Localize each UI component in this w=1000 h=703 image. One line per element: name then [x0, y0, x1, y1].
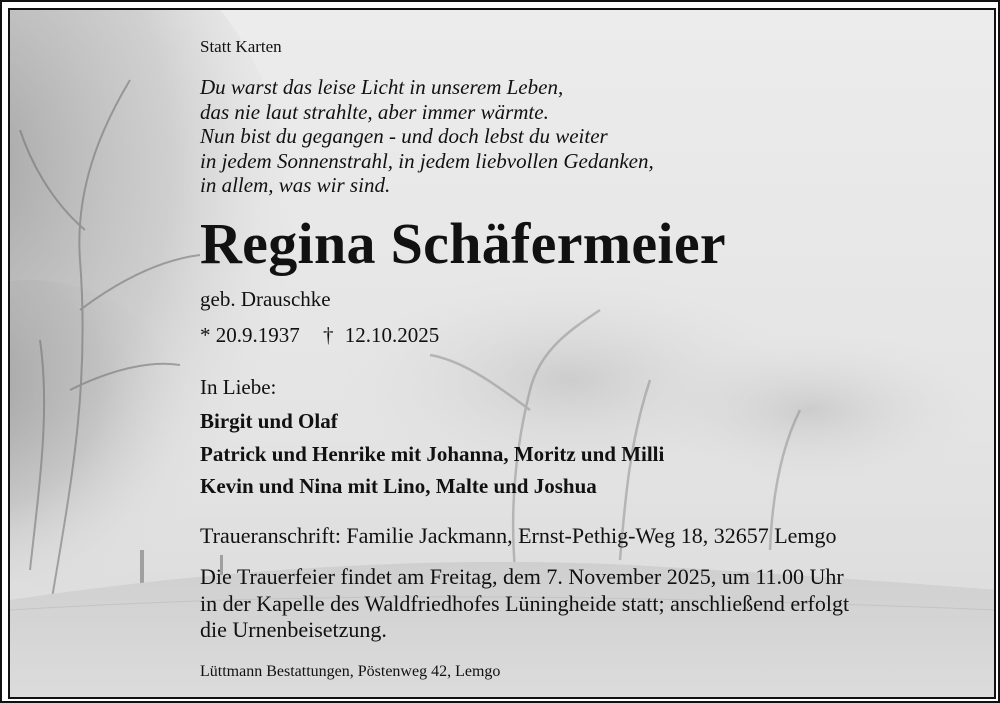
deceased-name: Regina Schäfermeier — [200, 211, 726, 276]
poem-line: in allem, was wir sind. — [200, 173, 391, 197]
poem-line: Nun bist du gegangen - und doch lebst du weiter — [200, 124, 608, 148]
mourners-list — [200, 405, 664, 503]
funeral-home-footer: Lüttmann Bestattungen, Pöstenweg 42, Lemgo — [200, 663, 501, 680]
poem-line: in jedem Sonnenstrahl, in jedem liebvollen Gedanken, — [200, 148, 654, 173]
maiden-name: geb. Drauschke — [200, 287, 331, 311]
mourner-line: Birgit und Olaf — [200, 409, 338, 433]
poem-line: das nie laut strahlte, aber immer wärmte. — [200, 99, 549, 124]
intro-in-liebe: In Liebe: — [200, 375, 277, 399]
birth-date: * 20.9.1937 — [200, 323, 300, 347]
ceremony-info — [200, 564, 849, 644]
ceremony-line: in der Kapelle des Waldfriedhofes Lüningheide statt; anschließend erfolgt — [200, 590, 850, 616]
obituary-card — [8, 8, 996, 699]
life-dates — [200, 323, 439, 348]
death-date: 12.10.2025 — [344, 323, 440, 347]
mourning-address: Traueranschrift: Familie Jackmann, Ernst-Pethig-Weg 18, 32657 Lemgo — [200, 523, 837, 548]
poem — [200, 75, 654, 198]
ceremony-line: Die Trauerfeier findet am Freitag, dem 7. November 2025, um 11.00 Uhr — [200, 564, 844, 589]
cross-icon: † — [323, 323, 334, 347]
mourner-line: Patrick und Henrike mit Johanna, Moritz und Milli — [200, 441, 665, 466]
mourner-line: Kevin und Nina mit Lino, Malte und Joshua — [200, 474, 597, 498]
header-statt-karten: Statt Karten — [200, 37, 282, 56]
poem-line: Du warst das leise Licht in unserem Leben, — [200, 75, 564, 99]
ceremony-line: die Urnenbeisetzung. — [200, 617, 387, 642]
